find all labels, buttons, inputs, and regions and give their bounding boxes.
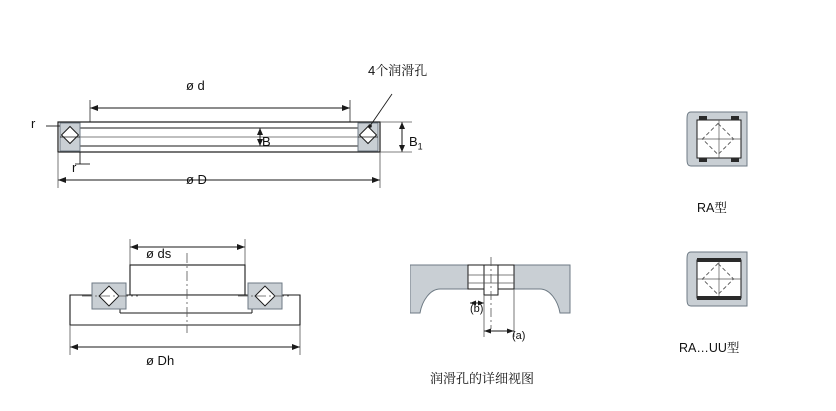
label-phi-d: ø d xyxy=(186,78,205,93)
top-section-view xyxy=(20,60,440,200)
label-r-bottom: r xyxy=(72,160,77,175)
label-detail-a: (a) xyxy=(512,330,526,342)
label-phi-Dh: ø Dh xyxy=(146,353,175,368)
lubrication-detail-svg xyxy=(410,255,575,365)
label-phi-ds: ø ds xyxy=(146,246,172,261)
label-detail-caption: 润滑孔的详细视图 xyxy=(430,371,535,386)
label-B: B xyxy=(262,134,271,149)
bottom-section-view xyxy=(60,225,360,375)
lubrication-detail-view xyxy=(410,255,575,365)
panel-ra-uu-svg xyxy=(685,250,753,312)
caption-ra-uu: RA…UU型 xyxy=(679,341,740,355)
caption-ra: RA型 xyxy=(697,201,727,215)
label-phi-D: ø D xyxy=(186,172,207,187)
bottom-section-svg xyxy=(60,225,360,375)
label-r-left: r xyxy=(31,116,36,131)
label-B1-main: B xyxy=(409,134,418,149)
top-section-svg xyxy=(20,60,440,200)
panel-ra-svg xyxy=(685,110,753,172)
panel-ra-uu xyxy=(685,250,753,312)
label-lubrication-holes: 4个润滑孔 xyxy=(368,63,428,78)
label-B1-sub: 1 xyxy=(417,141,423,152)
panel-ra xyxy=(685,110,753,172)
label-B1 xyxy=(409,134,423,152)
label-detail-b: (b) xyxy=(470,303,484,315)
